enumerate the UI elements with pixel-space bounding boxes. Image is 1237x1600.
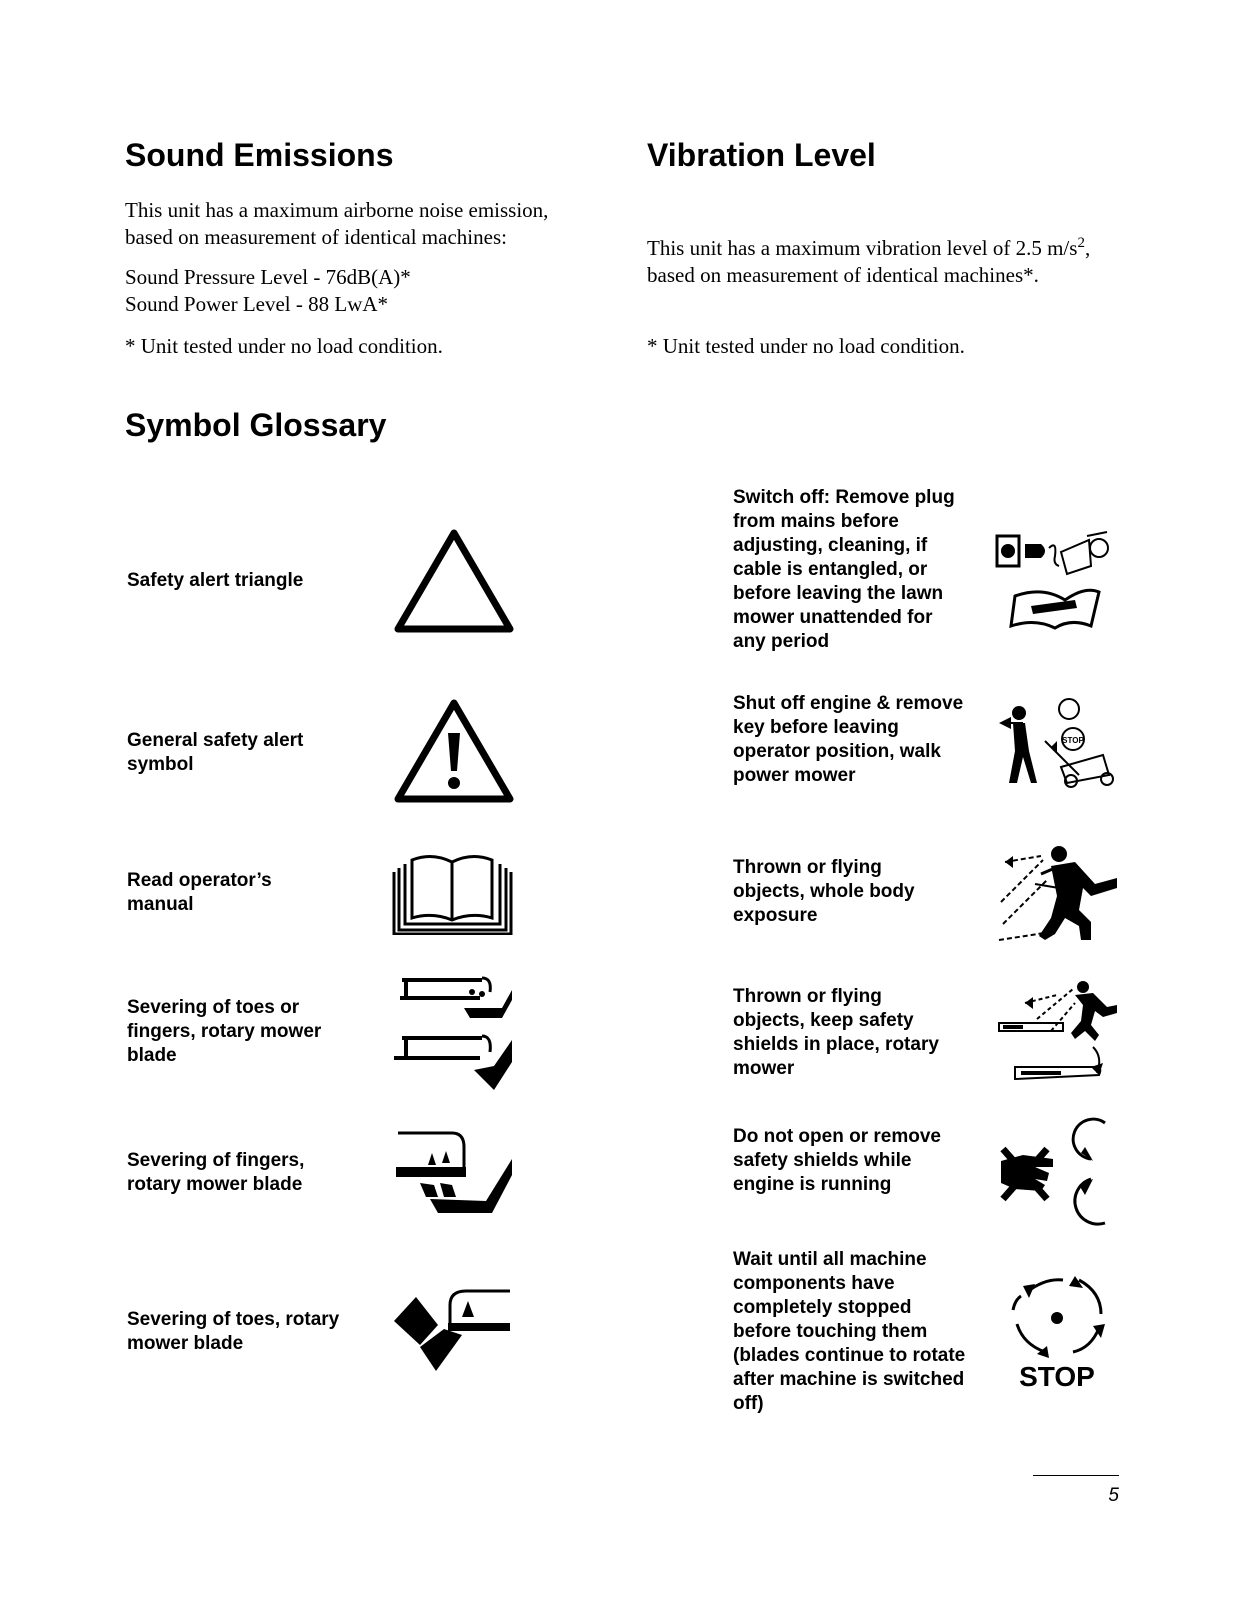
operators-manual-icon bbox=[390, 850, 515, 935]
sound-pressure-level: Sound Pressure Level - 76dB(A)* bbox=[125, 265, 411, 289]
sound-note: * Unit tested under no load condition. bbox=[125, 334, 443, 358]
unplug-before-maintenance-icon bbox=[995, 530, 1120, 635]
glossary-label-severing-toes: Severing of toes, rotary mower blade bbox=[127, 1309, 340, 1354]
vibration-level-heading: Vibration Level bbox=[647, 137, 876, 173]
vibration-text-line2: based on measurement of identical machines*. bbox=[647, 263, 1039, 287]
glossary-label-unplug-before-maintenance: Switch off: Remove plug from mains before adjusting, cleaning, if cable is entangled, or before leaving the lawn mower unattended for any period bbox=[733, 487, 955, 652]
safety-alert-triangle-icon bbox=[390, 525, 518, 637]
vibration-superscript: 2 bbox=[1077, 235, 1085, 251]
glossary-label-wait-until-stopped: Wait until all machine components have completely stopped before touching them (blades continue to rotate after machine is switched off) bbox=[733, 1249, 966, 1414]
shut-off-engine-icon bbox=[995, 695, 1120, 790]
glossary-label-do-not-remove-shields: Do not open or remove safety shields while engine is running bbox=[733, 1126, 941, 1195]
shut-off-engine-stop-text: STOP bbox=[1062, 736, 1084, 745]
glossary-label-severing-fingers: Severing of fingers, rotary mower blade bbox=[127, 1150, 305, 1195]
glossary-label-thrown-objects-body: Thrown or flying objects, whole body exposure bbox=[733, 857, 915, 926]
glossary-label-general-safety-alert: General safety alert symbol bbox=[127, 730, 304, 775]
glossary-label-severing-toes-fingers: Severing of toes or fingers, rotary mower blade bbox=[127, 997, 322, 1066]
severing-fingers-icon bbox=[390, 1125, 515, 1220]
vibration-text-main: This unit has a maximum vibration level of 2.5 m/s bbox=[647, 236, 1078, 260]
vibration-text-comma: , bbox=[1084, 236, 1091, 260]
do-not-remove-shields-icon bbox=[995, 1115, 1120, 1230]
vibration-text bbox=[647, 230, 1127, 289]
glossary-label-operators-manual: Read operator’s manual bbox=[127, 870, 272, 915]
severing-toes-fingers-icon bbox=[390, 970, 515, 1095]
sound-intro-text: This unit has a maximum airborne noise emission, based on measurement of identical machines: bbox=[125, 198, 549, 249]
wait-until-stopped-icon bbox=[1005, 1270, 1115, 1395]
sound-emissions-heading: Sound Emissions bbox=[125, 137, 394, 173]
glossary-label-shut-off-engine: Shut off engine & remove key before leaving operator position, walk power mower bbox=[733, 693, 964, 786]
severing-toes-icon bbox=[390, 1285, 515, 1380]
general-safety-alert-icon bbox=[390, 695, 518, 807]
glossary-label-thrown-objects-shields: Thrown or flying objects, keep safety shields in place, rotary mower bbox=[733, 986, 939, 1079]
footer-rule bbox=[1033, 1475, 1119, 1476]
thrown-objects-shields-icon bbox=[995, 975, 1120, 1090]
wait-until-stopped-stop-text: STOP bbox=[1019, 1361, 1095, 1392]
page-number: 5 bbox=[1108, 1485, 1119, 1506]
symbol-glossary-heading: Symbol Glossary bbox=[125, 407, 387, 443]
thrown-objects-body-icon bbox=[995, 840, 1120, 945]
vibration-note: * Unit tested under no load condition. bbox=[647, 334, 965, 358]
sound-power-level: Sound Power Level - 88 LwA* bbox=[125, 292, 389, 316]
glossary-label-safety-alert-triangle: Safety alert triangle bbox=[127, 570, 304, 591]
